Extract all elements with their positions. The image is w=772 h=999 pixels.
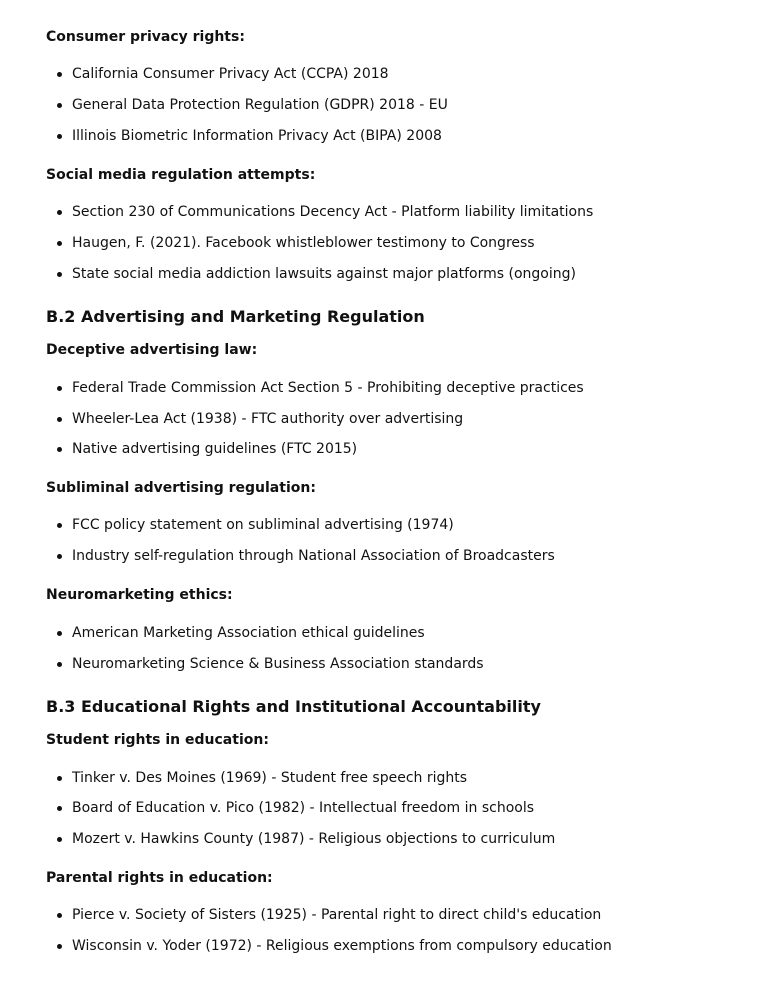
subheading-parental-rights: Parental rights in education: (46, 870, 273, 886)
list-item: Wheeler-Lea Act (1938) - FTC authority over advertising (72, 411, 464, 427)
list-item: State social media addiction lawsuits against major platforms (ongoing) (72, 266, 576, 282)
list-item: California Consumer Privacy Act (CCPA) 2018 (72, 66, 389, 82)
subheading-consumer-privacy: Consumer privacy rights: (46, 29, 245, 45)
section-heading-b3: B.3 Educational Rights and Institutional Accountability (46, 697, 541, 716)
list-item: American Marketing Association ethical guidelines (72, 625, 425, 641)
list-item: Federal Trade Commission Act Section 5 - Prohibiting deceptive practices (72, 380, 584, 396)
list-item: Native advertising guidelines (FTC 2015) (72, 441, 358, 457)
list-item: Board of Education v. Pico (1982) - Intellectual freedom in schools (72, 800, 535, 816)
list-item: Neuromarketing Science & Business Association standards (72, 656, 484, 672)
list-item: Pierce v. Society of Sisters (1925) - Parental right to direct child's education (72, 907, 602, 923)
list-item: Mozert v. Hawkins County (1987) - Religious objections to curriculum (72, 831, 556, 847)
subheading-social-media: Social media regulation attempts: (46, 167, 316, 183)
list-item: General Data Protection Regulation (GDPR) 2018 - EU (72, 97, 448, 113)
subheading-deceptive-advertising: Deceptive advertising law: (46, 342, 258, 358)
subheading-subliminal-advertising: Subliminal advertising regulation: (46, 480, 316, 496)
section-heading-b2: B.2 Advertising and Marketing Regulation (46, 307, 425, 326)
subheading-neuromarketing: Neuromarketing ethics: (46, 587, 233, 603)
list-item: Section 230 of Communications Decency Act - Platform liability limitations (72, 204, 594, 220)
subheading-student-rights: Student rights in education: (46, 732, 269, 748)
list-item: Industry self-regulation through National Association of Broadcasters (72, 548, 555, 564)
list-item: FCC policy statement on subliminal advertising (1974) (72, 517, 454, 533)
list-item: Tinker v. Des Moines (1969) - Student free speech rights (72, 770, 468, 786)
list-item: Wisconsin v. Yoder (1972) - Religious exemptions from compulsory education (72, 938, 612, 954)
list-item: Haugen, F. (2021). Facebook whistleblower testimony to Congress (72, 235, 535, 251)
list-item: Illinois Biometric Information Privacy Act (BIPA) 2008 (72, 128, 442, 144)
